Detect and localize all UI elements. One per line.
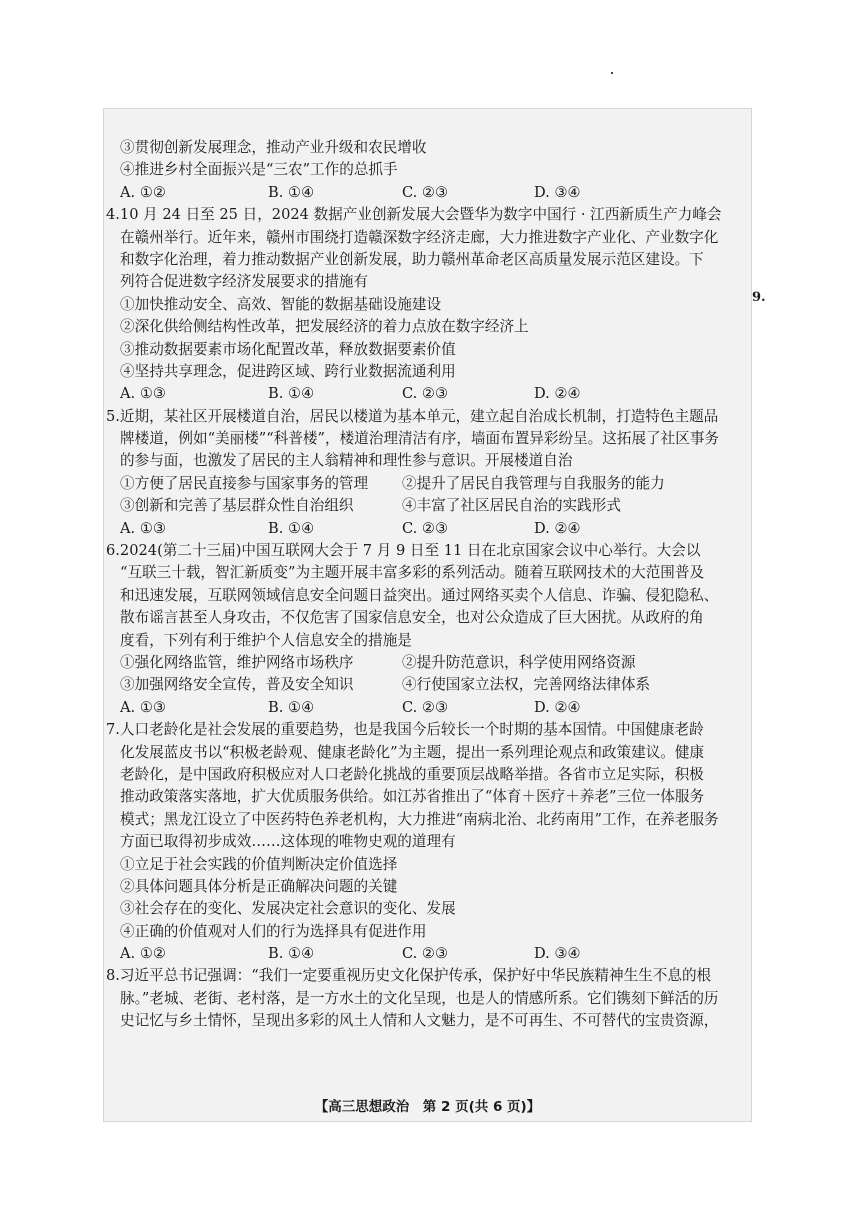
answer-d: D. ②④ bbox=[534, 519, 581, 537]
q5-statement: ①方便了居民直接参与国家事务的管理 bbox=[120, 474, 369, 492]
answer-d: D. ③④ bbox=[534, 183, 581, 201]
answer-c: C. ②③ bbox=[402, 698, 449, 716]
q3-option-3: ③贯彻创新发展理念，推动产业升级和农民增收 bbox=[120, 139, 427, 156]
q7-stem-line: 推动政策落实落地，扩大优质服务供给。如江苏省推出了“体育＋医疗＋养老”三位一体服务 bbox=[120, 788, 705, 806]
q6-stem-line: “互联三十载，智汇新质变”为主题开展丰富多彩的系列活动。随着互联网技术的大范围普及 bbox=[120, 564, 705, 582]
q5-stem-line: 5.近期，某社区开展楼道自治，居民以楼道为基本单元，建立起自治成长机制，打造特色主题品 bbox=[106, 407, 719, 425]
answer-c: C. ②③ bbox=[402, 183, 449, 201]
q6-statements-row bbox=[120, 652, 744, 674]
q8-stem-line: 8.习近平总书记强调：“我们一定要重视历史文化保护传承，保护好中华民族精神生生不息的根 bbox=[106, 967, 712, 985]
answer-c: C. ②③ bbox=[402, 519, 449, 537]
q6-stem-line: 和迅速发展，互联网领域信息安全问题日益突出。通过网络买卖个人信息、诈骗、侵犯隐私、 bbox=[120, 586, 719, 604]
answer-b: B. ①④ bbox=[268, 945, 315, 963]
answer-b: B. ①④ bbox=[268, 519, 315, 537]
q5-statements-row bbox=[120, 495, 744, 517]
page-content bbox=[106, 137, 744, 1033]
answer-a: A. ①② bbox=[120, 945, 166, 963]
q4-statement: ①加快推动安全、高效、智能的数据基础设施建设 bbox=[120, 295, 442, 313]
exam-page bbox=[103, 108, 752, 1122]
q6-statements-row bbox=[120, 674, 744, 696]
q6-stem-line: 度看，下列有利于维护个人信息安全的措施是 bbox=[120, 631, 412, 649]
q7-statement: ④正确的价值观对人们的行为选择具有促进作用 bbox=[120, 922, 427, 940]
q7-answers bbox=[120, 943, 744, 965]
q7-statement: ③社会存在的变化、发展决定社会意识的变化、发展 bbox=[120, 900, 456, 918]
q4-stem-line: 4.10 月 24 日至 25 日，2024 数据产业创新发展大会暨华为数字中国行 · 江西新质生产力峰会 bbox=[106, 206, 722, 224]
q4-statement: ④坚持共享理念，促进跨区域、跨行业数据流通利用 bbox=[120, 362, 456, 380]
q3-option-4: ④推进乡村全面振兴是“三农”工作的总抓手 bbox=[120, 161, 398, 179]
q5-statement: ②提升了居民自我管理与自我服务的能力 bbox=[402, 474, 665, 492]
q7-stem-line: 老龄化，是中国政府积极应对人口老龄化挑战的重要顶层战略举措。各省市立足实际，积极 bbox=[120, 765, 704, 783]
q6-statement: ②提升防范意识，科学使用网络资源 bbox=[402, 653, 636, 671]
answer-c: C. ②③ bbox=[402, 385, 449, 403]
scan-speck bbox=[611, 72, 613, 74]
q4-statement: ③推动数据要素市场化配置改革，释放数据要素价值 bbox=[120, 340, 456, 358]
adjacent-page-mark: 9. bbox=[752, 290, 766, 305]
q3-answers bbox=[120, 182, 744, 204]
q7-statement: ①立足于社会实践的价值判断决定价值选择 bbox=[120, 855, 398, 873]
answer-a: A. ①② bbox=[120, 183, 166, 201]
page-footer: 【高三思想政治 第 2 页(共 6 页)】 bbox=[314, 1099, 541, 1115]
q5-statements-row bbox=[120, 473, 744, 495]
q7-stem-line: 模式；黑龙江设立了中医药特色养老机构，大力推进“南病北治、北药南用”工作，在养老服务 bbox=[120, 810, 719, 828]
q4-answers bbox=[120, 383, 744, 405]
q5-answers bbox=[120, 518, 744, 540]
q6-answers bbox=[120, 697, 744, 719]
q7-stem-line: 化发展蓝皮书以“积极老龄观、健康老龄化”为主题，提出一系列理论观点和政策建议。健康 bbox=[120, 743, 705, 761]
q6-statement: ①强化网络监管，维护网络市场秩序 bbox=[120, 653, 354, 671]
answer-c: C. ②③ bbox=[402, 945, 449, 963]
q6-statement: ④行使国家立法权，完善网络法律体系 bbox=[402, 676, 651, 694]
q4-stem-line: 列符合促进数字经济发展要求的措施有 bbox=[120, 273, 369, 291]
answer-b: B. ①④ bbox=[268, 183, 315, 201]
q8-stem-line: 脉。”老城、老街、老村落，是一方水土的文化呈现，也是人的情感所系。它们镌刻下鲜活的历 bbox=[120, 989, 719, 1007]
answer-d: D. ②④ bbox=[534, 385, 581, 403]
answer-b: B. ①④ bbox=[268, 698, 315, 716]
answer-a: A. ①③ bbox=[120, 698, 166, 716]
q8-stem-line: 史记忆与乡土情怀，呈现出多彩的风土人情和人文魅力，是不可再生、不可替代的宝贵资源， bbox=[120, 1012, 719, 1030]
q6-statement: ③加强网络安全宣传，普及安全知识 bbox=[120, 676, 354, 694]
q7-stem-line: 7.人口老龄化是社会发展的重要趋势，也是我国今后较长一个时期的基本国情。中国健康老龄 bbox=[106, 721, 704, 739]
q4-statement: ②深化供给侧结构性改革，把发展经济的着力点放在数字经济上 bbox=[120, 318, 529, 336]
q4-stem-line: 在赣州举行。近年来，赣州市围绕打造赣深数字经济走廊，大力推进数字产业化、产业数字化 bbox=[120, 228, 719, 246]
answer-a: A. ①③ bbox=[120, 519, 166, 537]
answer-d: D. ②④ bbox=[534, 698, 581, 716]
answer-d: D. ③④ bbox=[534, 945, 581, 963]
q5-statement: ④丰富了社区居民自治的实践形式 bbox=[402, 497, 621, 515]
answer-a: A. ①③ bbox=[120, 385, 166, 403]
q7-stem-line: 方面已取得初步成效……这体现的唯物史观的道理有 bbox=[120, 833, 456, 851]
q5-stem-line: 牌楼道，例如“美丽楼”“科普楼”，楼道治理清洁有序，墙面布置异彩纷呈。这拓展了社区事务 bbox=[120, 430, 720, 448]
answer-b: B. ①④ bbox=[268, 385, 315, 403]
q5-statement: ③创新和完善了基层群众性自治组织 bbox=[120, 497, 354, 515]
q6-stem-line: 散布谣言甚至人身攻击，不仅危害了国家信息安全，也对公众造成了巨大困扰。从政府的角 bbox=[120, 609, 704, 627]
q5-stem-line: 的参与面，也激发了居民的主人翁精神和理性参与意识。开展楼道自治 bbox=[120, 452, 573, 470]
q6-stem-line: 6.2024(第二十三届)中国互联网大会于 7 月 9 日至 11 日在北京国家会议中心举行。大会以 bbox=[106, 542, 701, 560]
q7-statement: ②具体问题具体分析是正确解决问题的关键 bbox=[120, 877, 398, 895]
q4-stem-line: 和数字化治理，着力推动数据产业创新发展，助力赣州革命老区高质量发展示范区建设。下 bbox=[120, 250, 704, 268]
